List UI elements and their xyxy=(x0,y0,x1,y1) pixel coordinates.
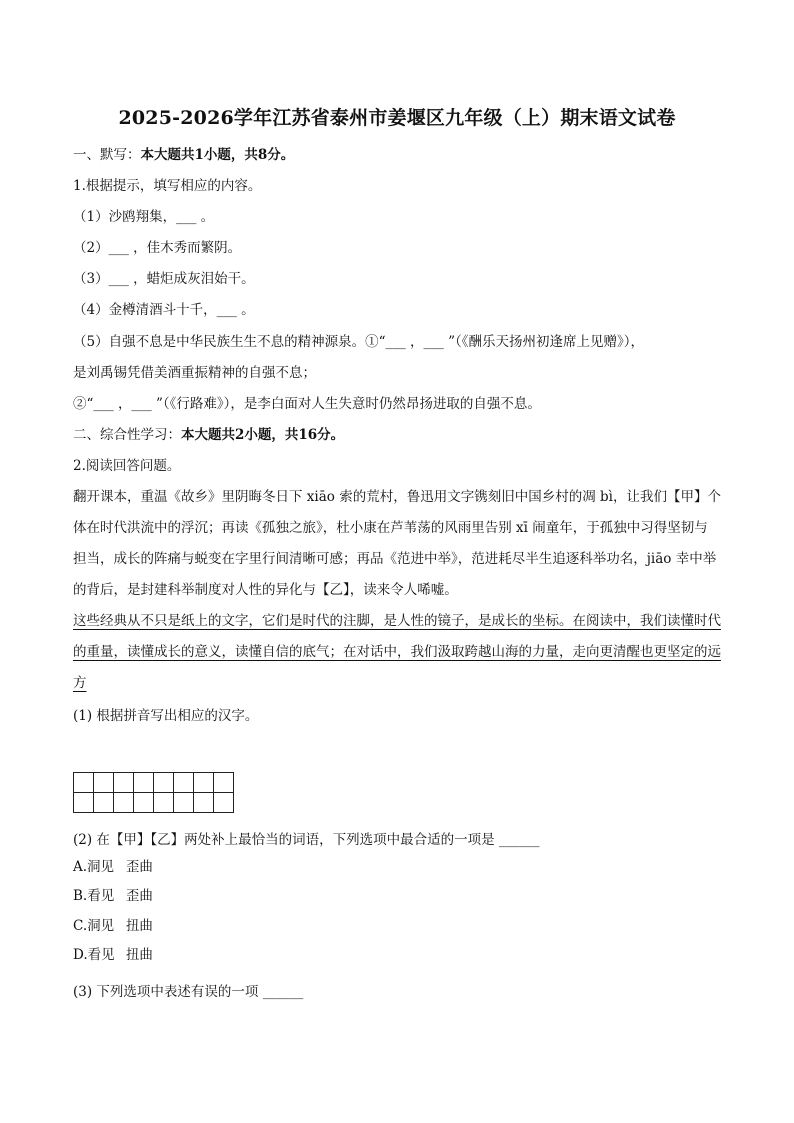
q2-sub2: (2) 在【甲】【乙】两处补上最恰当的词语，下列选项中最合适的一项是 ______ xyxy=(73,832,540,848)
grid-cell[interactable] xyxy=(214,793,234,813)
underlined-passage: 这些经典从不只是纸上的文字，它们是时代的注脚，是人性的镜子，是成长的坐标。在阅读中，我们读懂时代的重量，读懂成长的意义，读懂自信的底气；在对话中，我们汲取跨越山海的力量，走向更清醒也更坚定的远方 xyxy=(73,613,721,691)
grid-cell[interactable] xyxy=(174,773,194,793)
option-d-label: D.看见 xyxy=(73,947,115,963)
section-1-prefix: 一、默写： xyxy=(73,147,141,163)
grid-cell[interactable] xyxy=(194,773,214,793)
grid-cell[interactable] xyxy=(174,793,194,813)
grid-cell[interactable] xyxy=(154,773,174,793)
answer-grid[interactable] xyxy=(73,772,234,813)
page-title: 2025-2026学年江苏省泰州市姜堰区九年级（上）期末语文试卷 xyxy=(118,107,676,129)
q1-item-5: （5）自强不息是中华民族生生不息的精神源泉。①“___ ，___ ”（《酬乐天扬州初逢席上见赠》）， xyxy=(73,334,644,350)
option-c[interactable] xyxy=(73,917,153,935)
grid-cell[interactable] xyxy=(194,793,214,813)
grid-cell[interactable] xyxy=(134,793,154,813)
option-b-text: 歪曲 xyxy=(125,888,153,904)
option-d-text: 扭曲 xyxy=(125,947,153,963)
q2-sub3: (3) 下列选项中表述有误的一项 ______ xyxy=(73,984,304,1000)
grid-cell[interactable] xyxy=(214,773,234,793)
q1-item-5-part2: ②“___ ，___ ”（《行路难》），是李白面对人生失意时仍然昂扬进取的自强不息。 xyxy=(73,396,541,412)
grid-cell[interactable] xyxy=(74,773,94,793)
q1-item-5-cont: 是刘禹锡凭借美酒重振精神的自强不息； xyxy=(73,365,316,381)
option-c-text: 扭曲 xyxy=(125,918,153,934)
q2-sub1: (1) 根据拼音写出相应的汉字。 xyxy=(73,708,259,724)
q1-item-2: （2）___ ，佳木秀而繁阴。 xyxy=(73,240,242,256)
grid-cell[interactable] xyxy=(114,793,134,813)
section-1-heading xyxy=(73,146,294,164)
grid-cell[interactable] xyxy=(134,773,154,793)
option-a-label: A.洞见 xyxy=(73,859,115,875)
section-2-heading xyxy=(73,426,344,444)
reading-passage: 翻开课本，重温《故乡》里阴晦冬日下 xiāo 索的荒村，鲁迅用文字镌刻旧中国乡村的凋 bì，让我们【甲】个体在时代洪流中的浮沉；再读《孤独之旅》，杜小康在芦苇荡的风雨里告别 xī 闹童年，于孤独中习得坚韧与担当，成长的阵痛与蜕变在字里行间清晰可感；再品《范进中举》，范进耗尽半生追逐科举功名，jiāo 幸中举的背后，是封建科举制度对人性的异化与【乙】，读来令人唏嘘。 xyxy=(73,489,721,598)
option-b-label: B.看见 xyxy=(73,888,115,904)
option-a-text: 歪曲 xyxy=(125,859,153,875)
option-b[interactable] xyxy=(73,887,153,905)
grid-cell[interactable] xyxy=(74,793,94,813)
section-1-info: 本大题共1小题，共8分。 xyxy=(140,147,295,163)
section-2-prefix: 二、综合性学习： xyxy=(73,427,181,443)
section-2-info: 本大题共2小题，共16分。 xyxy=(181,427,345,443)
option-a[interactable] xyxy=(73,858,153,876)
grid-cell[interactable] xyxy=(94,773,114,793)
q1-stem: 1.根据提示，填写相应的内容。 xyxy=(73,178,262,194)
q1-item-4: （4）金樽清酒斗十千，___ 。 xyxy=(73,302,255,318)
q1-item-1: （1）沙鸥翔集，___ 。 xyxy=(73,209,215,225)
grid-cell[interactable] xyxy=(94,793,114,813)
grid-cell[interactable] xyxy=(154,793,174,813)
q2-stem: 2.阅读回答问题。 xyxy=(73,458,181,474)
q1-item-3: （3）___ ，蜡炬成灰泪始干。 xyxy=(73,271,255,287)
option-c-label: C.洞见 xyxy=(73,918,115,934)
option-d[interactable] xyxy=(73,946,153,964)
grid-cell[interactable] xyxy=(114,773,134,793)
